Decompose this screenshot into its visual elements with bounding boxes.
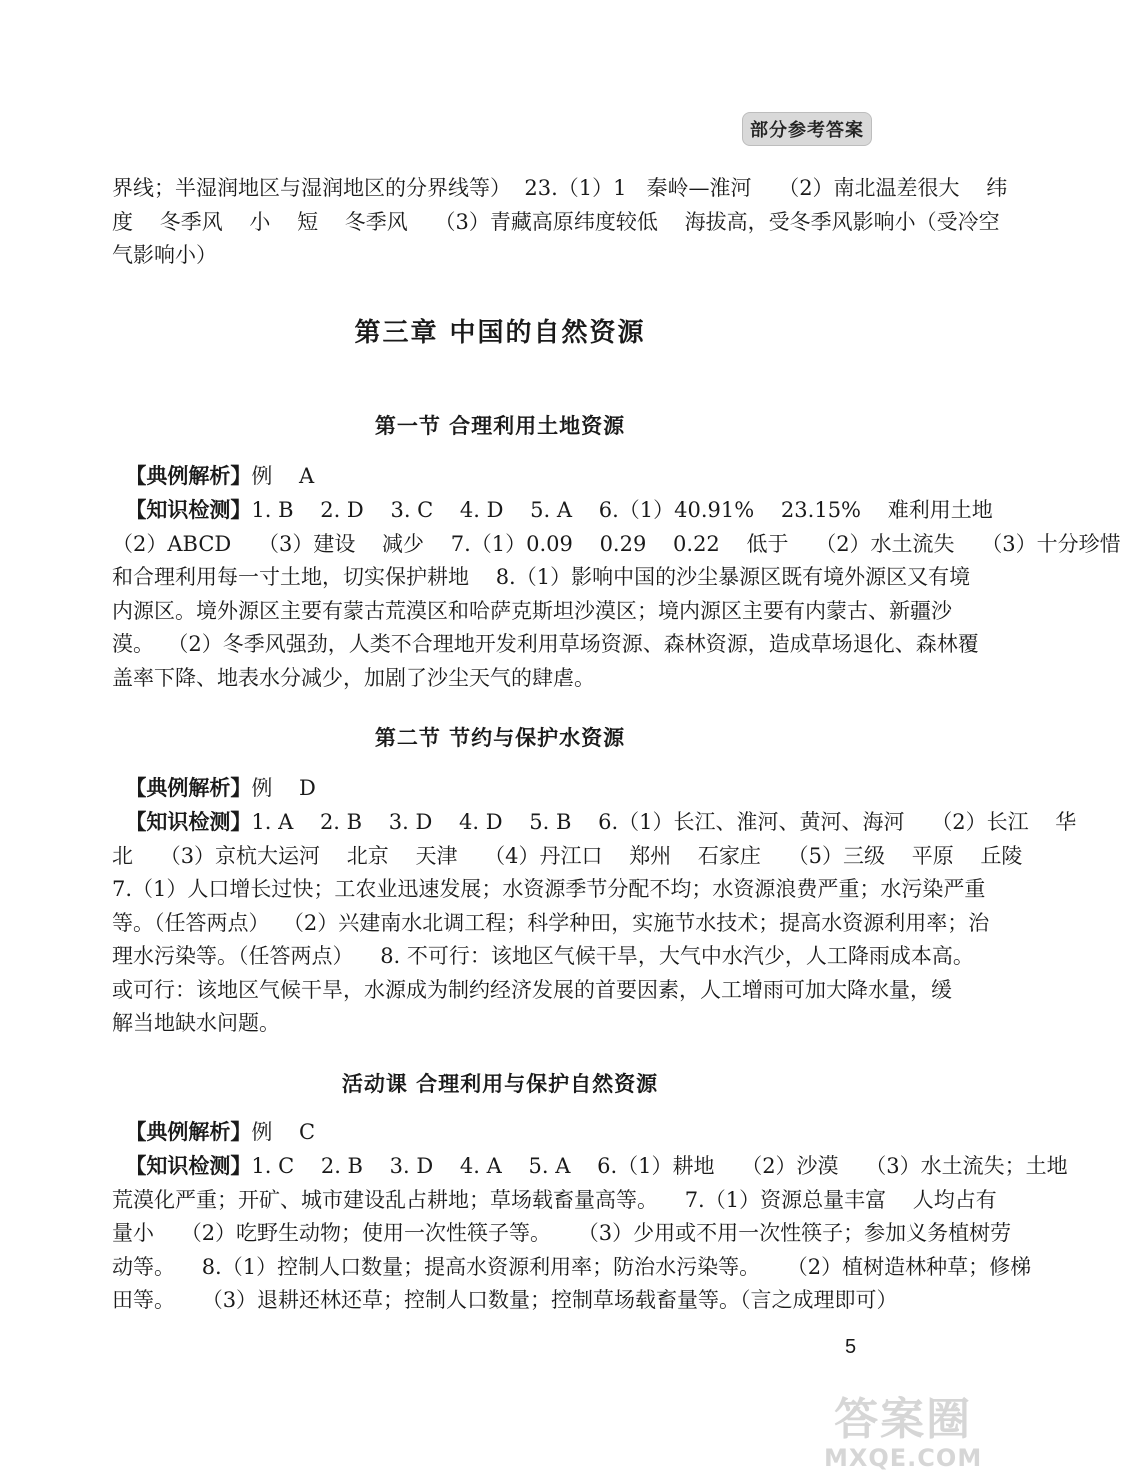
intro-paragraph: [112, 172, 1008, 273]
section-1-example: [112, 460, 882, 494]
check-line: 理水污染等。（任答两点） 8. 不可行：该地区气候干旱，大气中水汽少，人工降雨成本高。: [112, 944, 974, 968]
chapter-title: 第三章 中国的自然资源: [354, 318, 646, 348]
section-3-check: [112, 1150, 1068, 1318]
check-line: 荒漠化严重；开矿、城市建设乱占耕地；草场载畜量高等。 7.（1）资源总量丰富 人均占有: [112, 1187, 997, 1212]
check-line: 量小 （2）吃野生动物；使用一次性筷子等。 （3）少用或不用一次性筷子；参加义务植树劳: [112, 1221, 1012, 1245]
check-answer: 1. C 2. B 3. D 4. A 5. A 6.（1）耕地 （2）沙漠 （3）水土流失；土地: [251, 1154, 1068, 1178]
section-title-1: 第一节 合理利用土地资源: [374, 414, 626, 438]
example-line: [112, 772, 882, 806]
check-line: （2）ABCD （3）建设 减少 7.（1）0.09 0.29 0.22 低于 （2）水土流失 （3）十分珍惜: [112, 531, 1121, 556]
example-line: [112, 1116, 882, 1150]
example-answer: 例 C: [251, 1120, 316, 1144]
example-label: 【典例解析】: [125, 1120, 252, 1144]
check-line: 动等。 8.（1）控制人口数量；提高水资源利用率；防治水污染等。 （2）植树造林种草；修梯: [112, 1254, 1032, 1279]
section-3-example: [112, 1116, 882, 1150]
check-answer: 1. A 2. B 3. D 4. D 5. B 6.（1）长江、淮河、黄河、海河 （2）长江 华: [251, 810, 1077, 834]
watermark-logo: [824, 1394, 983, 1472]
check-line: [112, 1150, 1068, 1184]
check-line: 7.（1）人口增长过快；工农业迅速发展；水资源季节分配不均；水资源浪费严重；水污染严重: [112, 877, 986, 901]
text-line: 界线；半湿润地区与湿润地区的分界线等） 23.（1）1 秦岭—淮河 （2）南北温差很大 纬: [112, 176, 1008, 200]
text-line: 气影响小）: [112, 243, 217, 267]
example-label: 【典例解析】: [125, 464, 252, 488]
check-line: 等。（任答两点） （2）兴建南水北调工程；科学种田，实施节水技术；提高水资源利用率；治: [112, 910, 990, 935]
check-line: [112, 494, 993, 528]
example-label: 【典例解析】: [125, 776, 252, 800]
section-2-check: [112, 806, 1077, 1041]
check-line: 盖率下降、地表水分减少，加剧了沙尘天气的肆虐。: [112, 665, 595, 690]
section-2-example: [112, 772, 882, 806]
section-title-2: 第二节 节约与保护水资源: [374, 726, 626, 750]
check-line: 北 （3）京杭大运河 北京 天津 （4）丹江口 郑州 石家庄 （5）三级 平原 丘陵: [112, 843, 1023, 868]
section-1-check: [112, 494, 1121, 695]
check-line: 漠。 （2）冬季风强劲，人类不合理地开发利用草场资源、森林资源，造成草场退化、森林覆: [112, 632, 979, 656]
example-answer: 例 A: [251, 464, 315, 488]
check-label: 【知识检测】: [125, 810, 252, 834]
check-label: 【知识检测】: [125, 1154, 252, 1178]
section-header-badge: 部分参考答案: [742, 112, 872, 146]
check-line: 内源区。境外源区主要有蒙古荒漠区和哈萨克斯坦沙漠区；境内源区主要有内蒙古、新疆沙: [112, 598, 952, 623]
check-line: 田等。 （3）退耕还林还草；控制人口数量；控制草场载畜量等。（言之成理即可）: [112, 1288, 898, 1312]
watermark-url: MXQE.COM: [824, 1444, 983, 1472]
check-line: [112, 806, 1077, 840]
example-answer: 例 D: [251, 776, 316, 800]
check-line: 解当地缺水问题。: [112, 1011, 280, 1035]
page-number: 5: [845, 1336, 857, 1358]
watermark-title: 答案圈: [834, 1394, 973, 1445]
check-line: 和合理利用每一寸土地，切实保护耕地 8.（1）影响中国的沙尘暴源区既有境外源区又有境: [112, 565, 971, 589]
example-line: [112, 460, 882, 494]
check-label: 【知识检测】: [125, 498, 252, 522]
text-line: 度 冬季风 小 短 冬季风 （3）青藏高原纬度较低 海拔高，受冬季风影响小（受冷空: [112, 209, 1000, 234]
section-title-3: 活动课 合理利用与保护自然资源: [341, 1072, 659, 1096]
check-line: 或可行：该地区气候干旱，水源成为制约经济发展的首要因素，人工增雨可加大降水量，缓: [112, 977, 952, 1002]
check-answer: 1. B 2. D 3. C 4. D 5. A 6.（1）40.91% 23.15% 难利用土地: [251, 498, 993, 522]
